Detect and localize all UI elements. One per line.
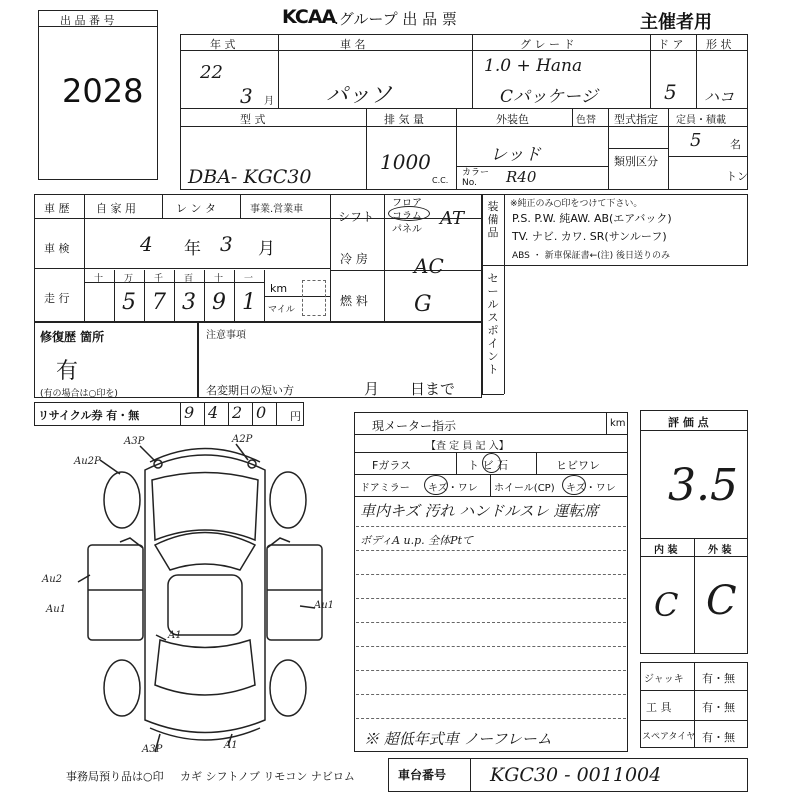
inspector-label: 【査 定 員 記 入】 — [426, 441, 509, 452]
disp-unit: C.C. — [432, 176, 449, 185]
namechange-label: 名変期日の短い方 — [206, 384, 294, 397]
meter-note-line — [356, 526, 626, 527]
damage-mark-left-fender: Au2P — [74, 456, 101, 467]
damage-mark-rear-left: A3P — [142, 744, 163, 755]
wheel-opts: キズ・ワレ — [566, 483, 616, 494]
fglass-opts: ト ビ 石 — [468, 459, 508, 472]
model-label: 型 式 — [240, 113, 266, 126]
shift-label: シフト — [338, 210, 375, 224]
inspection-year: 4 — [140, 232, 153, 256]
capacity-label: 定員・積載 — [676, 115, 726, 126]
car-hood — [152, 473, 258, 541]
brand-logo: KCAA — [282, 6, 336, 28]
meter-note-line — [356, 622, 626, 623]
capacity-unit: 名 — [730, 138, 741, 151]
shift-value: AT — [440, 208, 465, 229]
mirror-opts: キズ・ワレ — [428, 483, 478, 494]
inspector-note-3: ※ 超低年式車 ノーフレーム — [364, 730, 552, 748]
car-left-doors — [88, 545, 143, 640]
mileage-digit-label: 百 — [184, 274, 194, 284]
class-label: 類別区分 — [614, 155, 658, 168]
damage-mark-roof: A1 — [168, 630, 182, 641]
fuel-label: 燃 料 — [340, 294, 368, 308]
color-value: レッド — [490, 145, 541, 165]
meter-note-line — [356, 670, 626, 671]
inspection-month-unit: 月 — [258, 239, 275, 259]
namechange-day-unit: 日まで — [410, 380, 456, 398]
recycle-digit: 2 — [232, 403, 243, 422]
jack-label: ジャッキ — [644, 674, 684, 685]
repair-label: 修復歴 箇所 — [40, 330, 105, 344]
car-roof — [168, 575, 242, 635]
recycle-label: リサイクル券 有・無 — [38, 409, 140, 422]
car-rear-bumper — [150, 728, 260, 740]
doors-label: ド ア — [658, 38, 684, 51]
mileage-digit: 7 — [152, 290, 166, 315]
color-change-label: 色替 — [576, 115, 596, 126]
score-value: 3.5 — [668, 460, 738, 511]
year-month-unit: 月 — [264, 96, 274, 107]
wheel-label: ホイール(CP) — [494, 483, 555, 494]
inspector-note-2: ボディA u.p. 全体Ptて — [360, 534, 473, 547]
tools-presence: 有・無 — [702, 701, 735, 714]
km-label: km — [270, 282, 288, 295]
inspection-label: 車 検 — [44, 242, 70, 255]
car-body-outline — [145, 455, 265, 733]
grade-line1: 1.0 + Hana — [484, 56, 583, 76]
damage-mark-front-right: A2P — [232, 434, 253, 445]
car-left-mirror — [120, 538, 143, 548]
business-label: 事業.営業車 — [250, 204, 304, 215]
doors-value: 5 — [664, 80, 677, 104]
meter-label: 現メーター指示 — [372, 419, 457, 433]
caution-label: 注意事項 — [206, 330, 246, 341]
damage-mark-front-left: A3P — [124, 436, 145, 447]
inspector-note-1: 車内キズ 汚れ ハンドルスレ 運転席 — [360, 502, 599, 520]
ac-value: AC — [414, 254, 444, 278]
meter-note-line — [356, 574, 626, 575]
grade-label: グ レ ー ド — [520, 38, 575, 51]
ton-unit: トン — [726, 170, 748, 183]
rental-label: レ ン タ — [176, 202, 216, 215]
repair-value: 有 — [56, 359, 79, 384]
history-label: 車 歴 — [44, 202, 70, 215]
name-value: パッソ — [326, 83, 393, 108]
mileage-digit: 1 — [242, 290, 256, 315]
interior-value: C — [654, 586, 679, 624]
damage-mark-rear-right: A1 — [224, 740, 238, 751]
damage-mark-right-door: Au1 — [314, 600, 335, 611]
mileage-digit: 5 — [122, 290, 136, 315]
damage-mark-left-door-lower: Au1 — [46, 604, 67, 615]
equip-line1: P.S. P.W. 純AW. AB(エアバック) — [512, 212, 672, 225]
color-code-value: R40 — [506, 168, 537, 186]
chassis-label: 車台番号 — [398, 768, 447, 782]
mileage-digit: 9 — [212, 290, 226, 315]
disp-value: 1000 — [380, 150, 431, 174]
wheel-rear-left — [104, 660, 140, 716]
car-windshield — [155, 533, 255, 571]
inspection-year-unit: 年 — [184, 239, 201, 259]
damage-mark-left-door-upper: Au2 — [42, 574, 63, 585]
chassis-value: KGC30 - 0011004 — [490, 764, 662, 786]
recycle-digit: 0 — [256, 403, 267, 422]
car-right-doors — [267, 545, 322, 640]
car-diagram — [42, 430, 350, 760]
disp-label: 排 気 量 — [384, 113, 424, 126]
mileage-digit: 3 — [182, 290, 196, 315]
office-items: カギ シフトノブ リモコン ナビロム — [180, 770, 355, 783]
office-note: 事務局預り品は○印 — [66, 770, 164, 783]
model-designation-label: 型式指定 — [614, 113, 658, 126]
ac-label: 冷 房 — [340, 252, 368, 266]
fglass-crack: ヒビワレ — [556, 459, 600, 472]
sheet-title: .グループ 出 品 票 — [334, 10, 457, 28]
body-value: ハコ — [704, 88, 735, 106]
wheel-rear-right — [270, 660, 306, 716]
lot-number: 2028 — [62, 72, 144, 110]
meter-unit: km — [610, 418, 626, 429]
mirror-circle-mark — [424, 475, 448, 495]
recycle-unit: 円 — [290, 410, 301, 423]
private-label: 自 家 用 — [96, 202, 136, 215]
shift-opt-panel: パネル — [392, 224, 422, 235]
year-value: 22 — [200, 62, 223, 83]
mileage-digit-label: 十 — [214, 274, 224, 284]
capacity-value: 5 — [690, 130, 702, 151]
copy-type: 主催者用 — [640, 12, 712, 33]
repair-note: (有の場合は○印を) — [40, 389, 118, 399]
color-label: 外装色 — [496, 113, 529, 126]
sales-point-label: セールスポイント — [487, 272, 499, 376]
shift-opt-floor: フロア — [392, 198, 422, 209]
wheel-circle-mark — [562, 475, 586, 495]
equip-line2: TV. ナビ. カワ. SR(サンルーフ) — [512, 230, 667, 243]
mile-check-box[interactable] — [302, 280, 326, 316]
mile-label: マイル — [268, 305, 295, 315]
color-code-label: カラー No. — [462, 168, 490, 188]
model-value: DBA- KGC30 — [188, 166, 312, 188]
meter-note-line — [356, 718, 626, 719]
name-label: 車 名 — [340, 38, 366, 51]
equip-label: 装備品 — [487, 200, 499, 239]
mileage-digit-label: 万 — [124, 274, 134, 284]
wheel-front-right — [270, 472, 306, 528]
year-month-value: 3 — [240, 84, 253, 108]
exterior-label: 外 装 — [708, 545, 732, 556]
inspection-month: 3 — [220, 232, 233, 256]
mileage-label: 走 行 — [44, 292, 70, 305]
tools-label: 工 具 — [646, 701, 672, 714]
meter-note-line — [356, 550, 626, 551]
year-label: 年 式 — [210, 38, 236, 51]
score-label: 評 価 点 — [668, 416, 709, 429]
meter-note-line — [356, 646, 626, 647]
equip-note: ※純正のみ○印をつけて下さい。 — [510, 199, 643, 209]
interior-label: 内 装 — [654, 545, 678, 556]
shift-circle-mark — [388, 206, 430, 221]
body-label: 形 状 — [706, 38, 732, 51]
spare-presence: 有・無 — [702, 731, 735, 744]
recycle-digit: 4 — [208, 403, 219, 422]
mileage-digit-label: 千 — [154, 274, 164, 284]
meter-note-line — [356, 598, 626, 599]
recycle-digit: 9 — [184, 403, 195, 422]
wheel-front-left — [104, 472, 140, 528]
exterior-value: C — [706, 578, 737, 624]
namechange-month-unit: 月 — [364, 380, 380, 398]
fuel-value: G — [414, 292, 432, 317]
equip-line3: ABS ・ 新車保証書←(注) 後日送りのみ — [512, 251, 671, 261]
spare-label: スペアタイヤ — [642, 732, 696, 742]
shift-opt-column: コラム — [392, 211, 422, 222]
meter-note-line — [356, 694, 626, 695]
fglass-circle-mark — [482, 453, 501, 473]
mileage-digit-label: 一 — [244, 274, 254, 284]
mirror-label: ドアミラー — [360, 483, 410, 494]
mileage-digit-label: 十 — [94, 274, 104, 284]
jack-presence: 有・無 — [702, 672, 735, 685]
lot-label: 出 品 番 号 — [60, 14, 115, 27]
fglass-label: Fガラス — [372, 459, 411, 472]
car-rear-window — [155, 640, 255, 695]
grade-line2: Cパッケージ — [500, 87, 598, 107]
car-right-mirror — [267, 538, 290, 548]
